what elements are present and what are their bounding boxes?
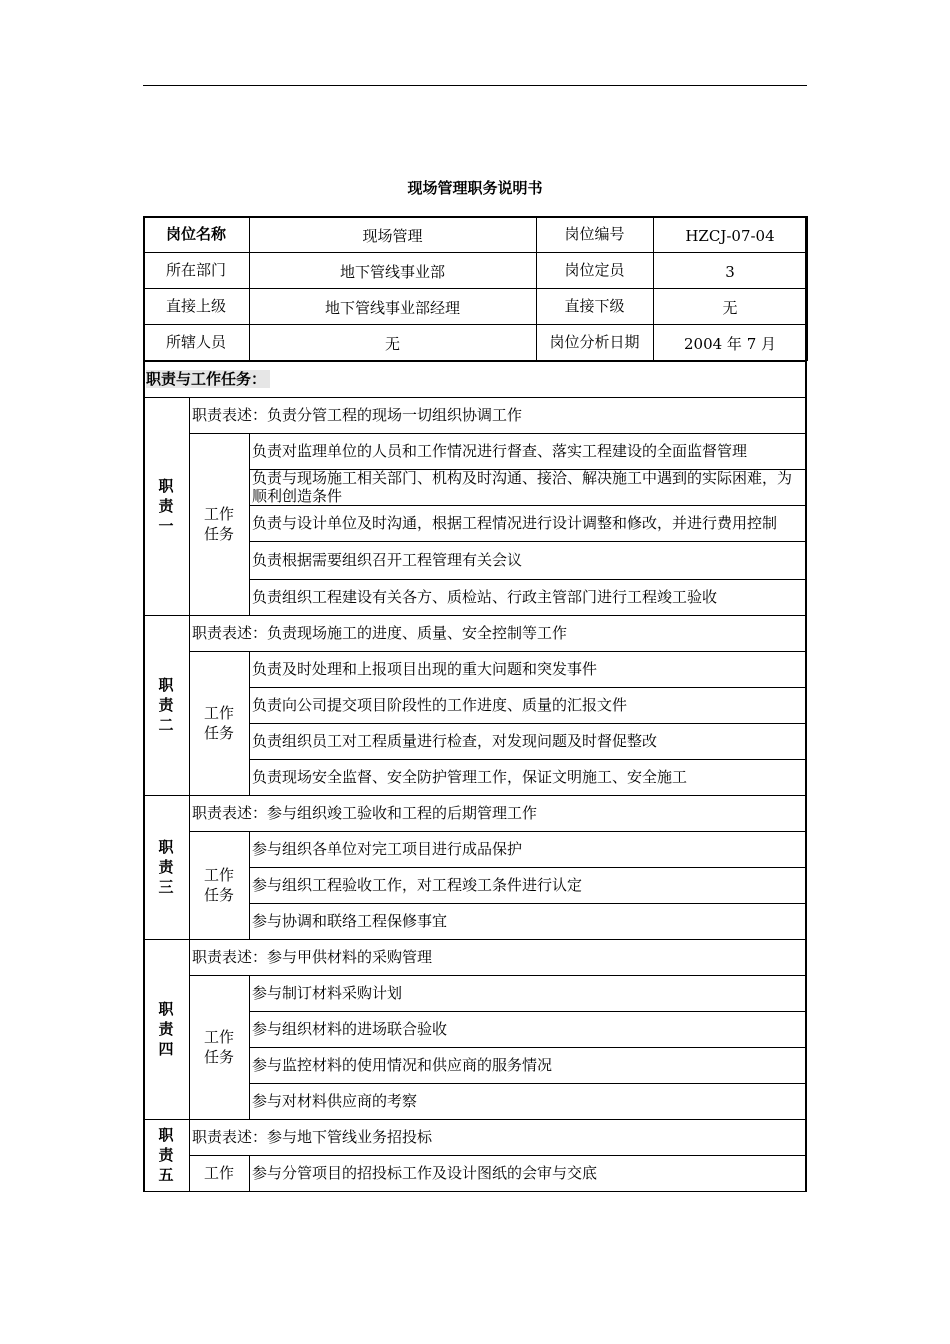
- section-heading-text: 职责与工作任务：: [146, 370, 270, 388]
- task-item: 参与制订材料采购计划: [252, 984, 403, 1002]
- info-label-label2: 直接下级: [564, 297, 625, 315]
- duty-label: 职责一: [158, 477, 174, 535]
- task-label: 工作任务: [203, 1028, 234, 1066]
- info-label-label2: 岗位分析日期: [549, 333, 640, 351]
- duty-label: 职责四: [158, 1000, 174, 1058]
- info-value-value1: 现场管理: [362, 227, 423, 245]
- task-item: 负责向公司提交项目阶段性的工作进度、质量的汇报文件: [252, 696, 628, 714]
- table-left-edge: [143, 361, 145, 1192]
- duty-statement: 职责表述：参与甲供材料的采购管理: [192, 948, 433, 966]
- duty-label: 职责三: [158, 838, 174, 896]
- info-label-label1: 所在部门: [165, 261, 226, 279]
- duty-statement: 职责表述：参与组织竣工验收和工程的后期管理工作: [192, 804, 538, 822]
- task-label: 工作: [203, 1164, 234, 1182]
- task-item: 负责组织员工对工程质量进行检查，对发现问题及时督促整改: [252, 732, 658, 750]
- duty-statement: 职责表述：负责现场施工的进度、质量、安全控制等工作: [192, 624, 568, 642]
- table-right-edge: [805, 361, 807, 1192]
- duty-statement: 职责表述：参与地下管线业务招投标: [192, 1128, 433, 1146]
- info-value-value2: 3: [725, 263, 735, 281]
- task-item: 负责及时处理和上报项目出现的重大问题和突发事件: [252, 660, 598, 678]
- task-label: 工作任务: [203, 505, 234, 543]
- task-item: 负责与设计单位及时沟通，根据工程情况进行设计调整和修改，并进行费用控制: [252, 514, 778, 532]
- task-item: 参与协调和联络工程保修事宜: [252, 912, 448, 930]
- info-label-label2: 岗位定员: [564, 261, 625, 279]
- info-value-value2: 无: [722, 299, 738, 317]
- duty-statement: 职责表述：负责分管工程的现场一切组织协调工作: [192, 406, 523, 424]
- task-item: 参与组织材料的进场联合验收: [252, 1020, 448, 1038]
- info-value-value1: 地下管线事业部经理: [324, 299, 460, 317]
- info-label-label2: 岗位编号: [564, 225, 625, 243]
- task-item: 负责现场安全监督、安全防护管理工作，保证文明施工、安全施工: [252, 768, 688, 786]
- job-description-table: [143, 216, 807, 1200]
- duty-label: 职责二: [158, 676, 174, 734]
- task-item: 负责与现场施工相关部门、机构及时沟通、接洽、解决施工中遇到的实际困难，为顺利创造条件: [252, 469, 793, 505]
- info-value-value1: 地下管线事业部: [339, 263, 445, 281]
- info-label-label1: 岗位名称: [165, 225, 226, 243]
- info-value-value2: 2004 年 7 月: [683, 335, 777, 353]
- task-item: 参与分管项目的招投标工作及设计图纸的会审与交底: [252, 1164, 598, 1182]
- task-item: 负责对监理单位的人员和工作情况进行督查、落实工程建设的全面监督管理: [252, 442, 748, 460]
- task-item: 参与对材料供应商的考察: [252, 1092, 418, 1110]
- task-item: 参与组织各单位对完工项目进行成品保护: [252, 840, 523, 858]
- task-item: 负责根据需要组织召开工程管理有关会议: [252, 551, 523, 569]
- document-title: 现场管理职务说明书: [407, 179, 543, 197]
- info-label-label1: 所辖人员: [165, 333, 226, 351]
- duty-label: 职责五: [158, 1126, 174, 1184]
- task-item: 参与监控材料的使用情况和供应商的服务情况: [252, 1056, 553, 1074]
- section-heading: [143, 361, 807, 397]
- task-item: 参与组织工程验收工作，对工程竣工条件进行认定: [252, 876, 583, 894]
- task-item: 负责组织工程建设有关各方、质检站、行政主管部门进行工程竣工验收: [252, 588, 718, 606]
- task-label: 工作任务: [203, 704, 234, 742]
- info-frame: [143, 216, 807, 362]
- info-value-value2: HZCJ-07-04: [685, 227, 775, 245]
- header-rule: [143, 85, 807, 86]
- info-label-label1: 直接上级: [165, 297, 226, 315]
- task-label: 工作任务: [203, 866, 234, 904]
- info-value-value1: 无: [384, 335, 400, 353]
